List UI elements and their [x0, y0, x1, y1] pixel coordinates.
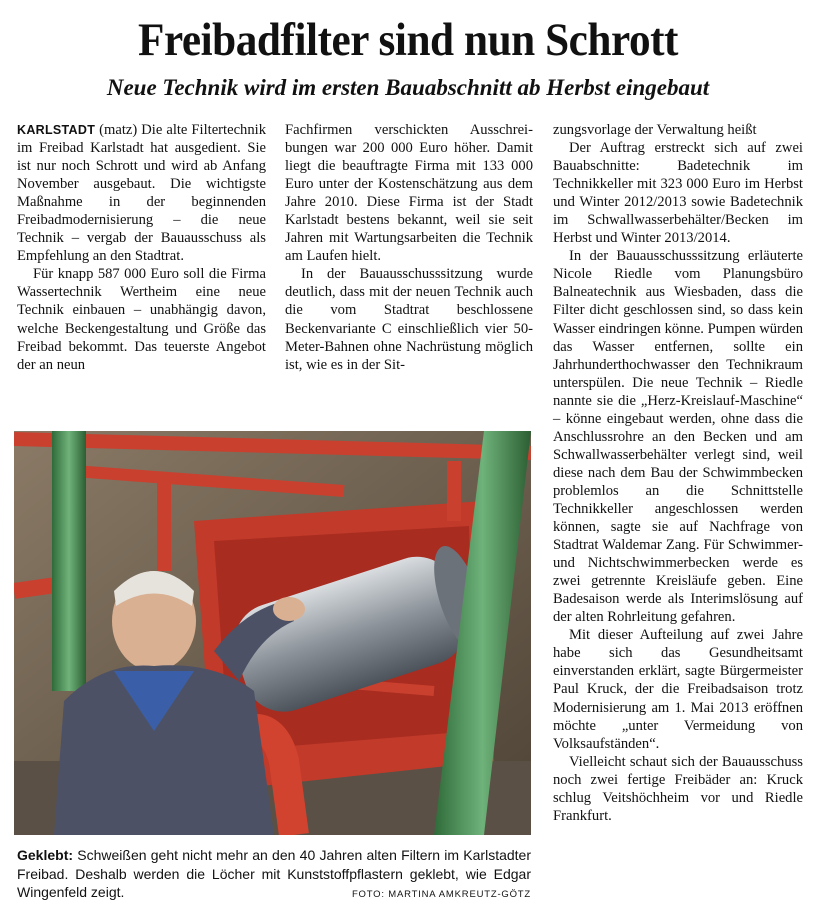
article-column-2 [285, 121, 533, 374]
byline: (matz) [95, 122, 142, 138]
paragraph: Fachfirmen verschickten Ausschreibungen war 200 000 Euro höher. Damit liegt die beauftragte Firma mit 133 000 Euro unter der Kostenschätzung aus dem Jahre 2010. Diese Firma ist der Stadt Karlstadt bestens bekannt, weil sie seit Jahren mit Wartungsarbeiten die Technik am Laufen hielt. [285, 122, 533, 265]
subheadline: Neue Technik wird im ersten Bauabschnitt ab Herbst eingebaut [106, 75, 710, 100]
paragraph: In der Bauausschusssitzung wurde deutlich, dass mit der neuen Technik auch die vom Stadtrat beschlossene Beckenvariante C einschließlich vier 50-Meter-Bahnen ohne Nachrüstung möglich ist, wie es in der Sit- [285, 266, 533, 373]
dateline: KARLSTADT [17, 123, 96, 137]
paragraph: Mit dieser Aufteilung auf zwei Jahre habe sich das Gesundheitsamt einverstanden erklärt, sagte Bürgermeister Paul Kruck, der die Freibadsaison trotz Modernisierung am 1. Mai 2013 eröffnen möchte „unter Vermeidung von Volksaufständen“. [553, 627, 803, 752]
article-column-3 [553, 121, 803, 825]
paragraph-text: Die alte Filtertechnik im Freibad Karlstadt hat ausgedient. Sie ist nur noch Schrott und wird ab Anfang November ausgebaut. Die wichtigste Maßnahme in der beginnenden Freibadmodernisierung – die neue Technik – vergab der Bauausschuss als Empfehlung an den Stadtrat. [17, 122, 266, 265]
paragraph: Für knapp 587 000 Euro soll die Firma Wassertechnik Wertheim eine neue Technik einbauen – unabhängig davon, welche Beckengestaltung und Größe das Freibad bekommt. Das teuerste Angebot der an neun [17, 266, 266, 373]
paragraph [17, 121, 266, 265]
caption-text: Schweißen geht nicht mehr an den 40 Jahren alten Filtern im Karlstadter Freibad. Deshalb werden die Löcher mit Kunststoffpflastern geklebt, wie Edgar Wingenfeld zeigt. [17, 847, 531, 900]
photo-illustration [14, 431, 531, 835]
paragraph: Vielleicht schaut sich der Bauausschuss noch zwei fertige Freibäder an: Kruck schlug Veitshöchheim vor und Riedle Frankfurt. [553, 753, 803, 824]
article-photo [14, 431, 531, 835]
article-column-1 [17, 121, 266, 374]
paragraph: zungsvorlage der Verwaltung heißt [553, 122, 757, 138]
paragraph: Der Auftrag erstreckt sich auf zwei Bauabschnitte: Badetechnik im Technikkeller mit 323 000 Euro im Herbst und Winter 2012/2013 sowie Badetechnik im Schwallwasserbehälter/Becken im Herbst und Winter 2013/2014. [553, 140, 803, 247]
paragraph: In der Bauausschusssitzung erläuterte Nicole Riedle vom Planungsbüro Balneatechnik aus Wiesbaden, dass die Filter dicht geschlossen sind, so dass kein Wasser eindringen könne. Pumpen würden das Wasser entfernen, sollte ein Jahrhunderthochwasser den Technikraum unterspülen. Die neue Technik – Riedle nannte sie die „Herz-Kreislauf-Maschine“ – könne eingebaut werden, ohne dass die Anschlussrohre an den Becken und am Schwallwasserbehälter verlegt sind, weil diese nach dem Bau der Schwimmbecken problemlos an die Schnittstelle Technikkeller angeschlossen werden können, sagte sie auf Nachfrage von Stadtrat Waldemar Zang. Für Schwimmer- und Nichtschwimmerbecken werde es zwei getrennte Kreisläufe geben. Eine Badesaison werde als Interimslösung auf der alten Rohrleitung gefahren. [553, 248, 803, 626]
caption-lead: Geklebt: [17, 847, 74, 863]
photo-caption [17, 846, 531, 905]
headline: Freibadfilter sind nun Schrott [137, 14, 679, 66]
photo-credit: FOTO: MARTINA AMKREUTZ-GÖTZ [351, 889, 531, 900]
